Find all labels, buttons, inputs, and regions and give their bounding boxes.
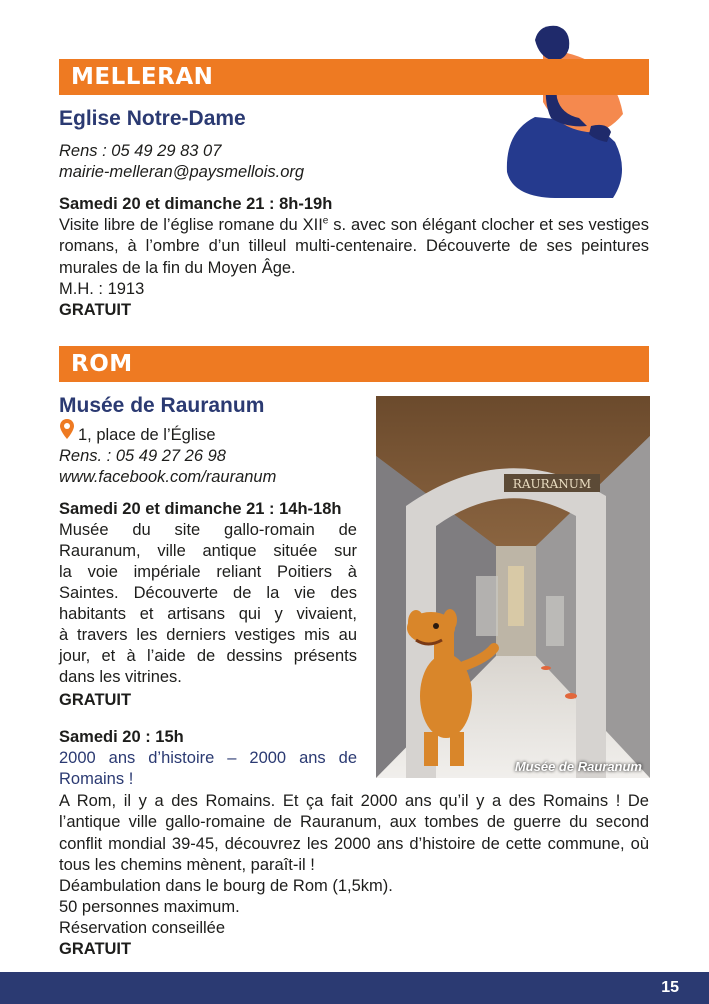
rom-capacity: 50 personnes maximum. <box>59 898 240 916</box>
museum-photo <box>376 396 650 778</box>
rom-walk: Déambulation dans le bourg de Rom (1,5km). <box>59 877 393 895</box>
melleran-phone: Rens : 05 49 29 83 07 <box>59 142 222 160</box>
rom-phone: Rens. : 05 49 27 26 98 <box>59 447 226 465</box>
rom-desc-line: Musée du site gallo-romain de <box>59 521 357 539</box>
rom-address: 1, place de l’Église <box>78 426 216 444</box>
melleran-desc-part: Visite libre de l’église romane du XII <box>59 216 323 234</box>
rom-section-band <box>59 346 649 382</box>
page-footer <box>0 972 709 1004</box>
melleran-schedule: Samedi 20 et dimanche 21 : 8h-19h <box>59 195 333 213</box>
museum-sign-text: RAURANUM <box>512 477 592 491</box>
rom-price: GRATUIT <box>59 691 132 709</box>
rom-booking: Réservation conseillée <box>59 919 226 937</box>
rom-event-title-line1: 2000 ans d’histoire – 2000 ans de <box>59 749 357 767</box>
museum-photo-caption: Musée de Rauranum <box>514 759 642 774</box>
rom-event-description: A Rom, il y a des Romains. Et ça fait 2000 ans qu’il y a des Romains ! De l’antique ville gallo-romaine de Rauranum, aux tombes de guerre du second conflit mondial 39-45, découvrez les 2000 ans d’histoire de cette commune, où tous les chemins mènent, paraît-il ! <box>59 792 649 874</box>
melleran-venue-title: Eglise Notre-Dame <box>59 107 246 130</box>
rom-description <box>59 520 357 688</box>
rom-desc-last-line: dans les vitrines. <box>59 668 182 686</box>
rom-desc-line: à travers les derniers vestiges mis au <box>59 626 357 644</box>
melleran-email[interactable]: mairie-melleran@paysmellois.org <box>59 163 305 181</box>
location-pin-icon <box>59 418 75 440</box>
page-number: 15 <box>661 979 679 996</box>
seated-person-illustration <box>495 22 645 202</box>
rom-desc-line: habitants et artisans qui y vivaient, <box>59 605 357 623</box>
melleran-section-band <box>59 59 649 95</box>
rom-desc-line: jour, et à l’aide de dessins présents <box>59 647 357 665</box>
rom-desc-line: la voie impériale reliant Poitiers à <box>59 563 357 581</box>
melleran-band-title: MELLERAN <box>71 64 214 90</box>
melleran-price: GRATUIT <box>59 301 132 319</box>
melleran-mh: M.H. : 1913 <box>59 280 145 298</box>
melleran-desc-sup: e <box>322 215 329 227</box>
rom-desc-line: Rauranum, ville antique située sur <box>59 542 357 560</box>
rom-event-title-line2: Romains ! <box>59 770 134 788</box>
rom-schedule: Samedi 20 et dimanche 21 : 14h-18h <box>59 500 342 518</box>
rom-website[interactable]: www.facebook.com/rauranum <box>59 468 277 486</box>
rom-venue-title: Musée de Rauranum <box>59 394 265 417</box>
rom-band-title: ROM <box>71 351 133 377</box>
rom-event-time: Samedi 20 : 15h <box>59 728 184 746</box>
melleran-desc-part2: s. avec son élégant clocher et ses vestiges romans, à l’ombre d’un tilleul multi-centenaire. Découverte de ses peintures murales de la fin du Moyen Âge. <box>59 216 649 277</box>
rom-desc-line: Saintes. Découverte de la vie des <box>59 584 357 602</box>
rom-event-price: GRATUIT <box>59 940 132 958</box>
melleran-description <box>59 215 649 279</box>
museum-photo-scene <box>376 396 650 778</box>
